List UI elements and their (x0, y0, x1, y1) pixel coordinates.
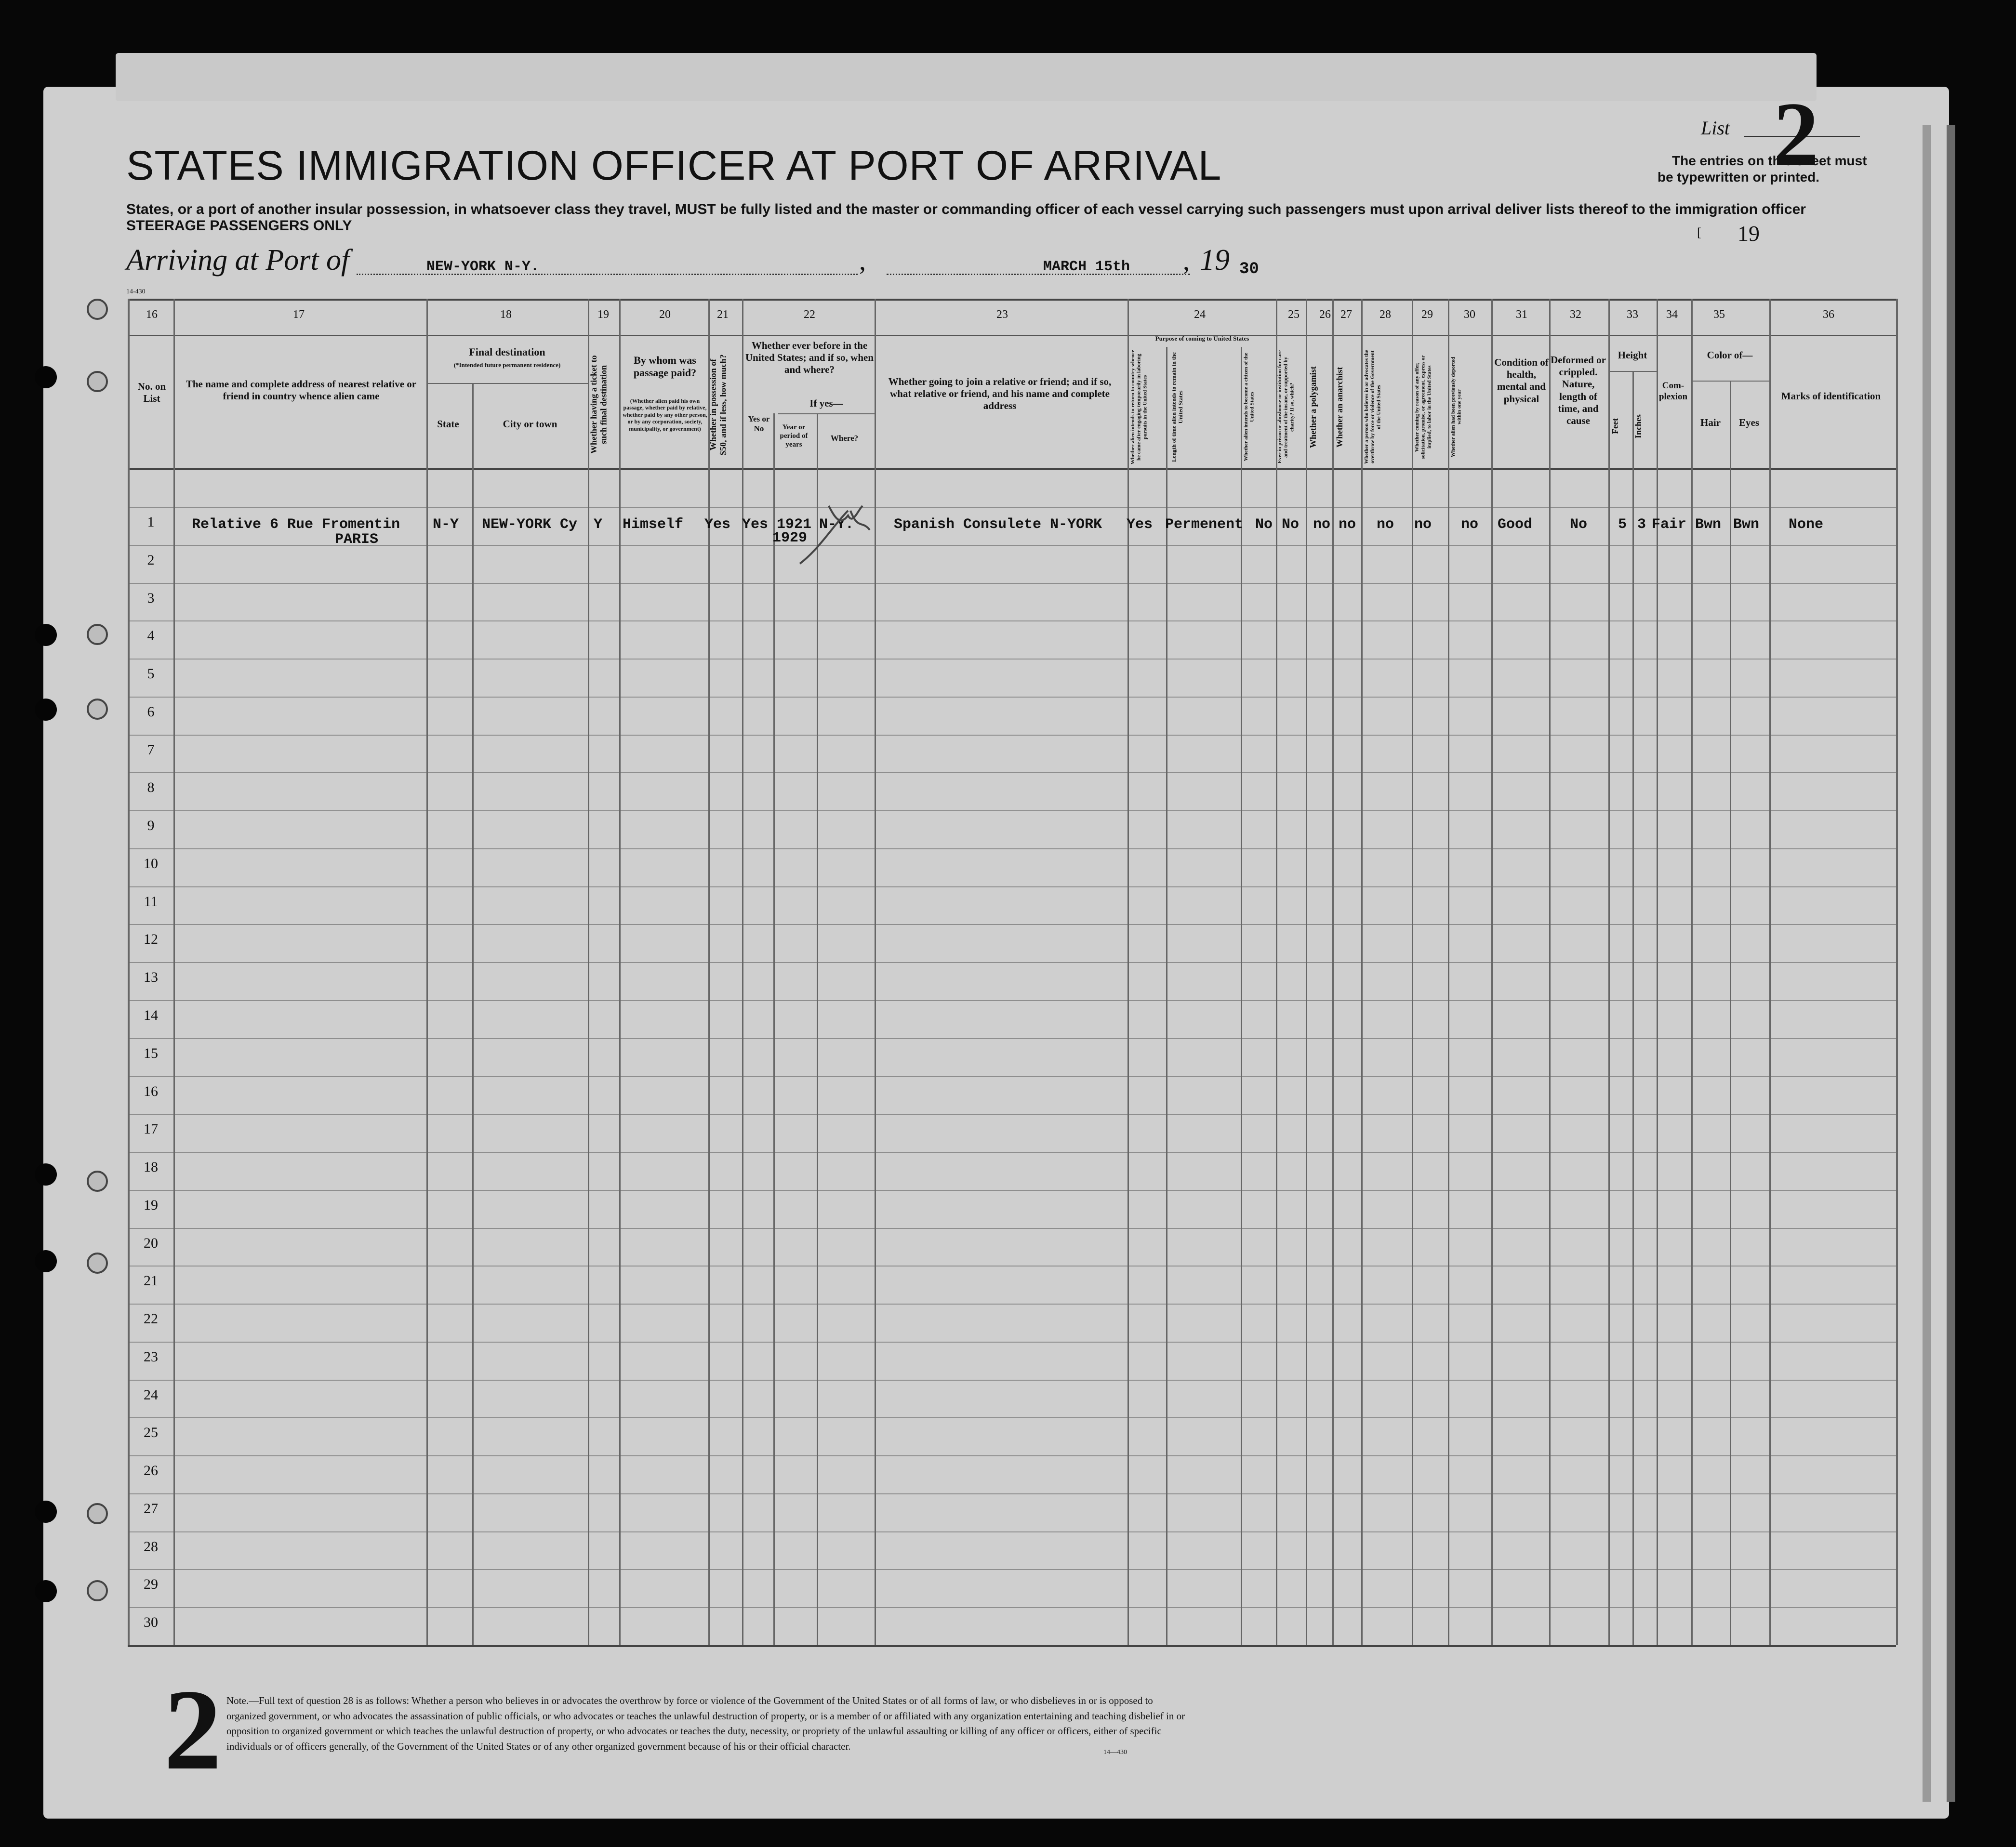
row-number: 29 (144, 1576, 158, 1593)
grid-column-rule (1276, 299, 1277, 1645)
header-deported: Whether alien had been previously deported within one year (1450, 356, 1462, 458)
col-number: 20 (659, 308, 671, 321)
page-title: STATES IMMIGRATION OFFICER AT PORT OF ARRIVAL (126, 143, 1222, 189)
row-number: 5 (147, 666, 155, 682)
col-number: 34 (1666, 308, 1678, 321)
header-labor-offer: Whether coming by reason of any offer, solicitation, promise, or agreement, express or implied, to labor in the United States (1414, 355, 1432, 459)
cell-return: Yes (1127, 516, 1153, 533)
stacked-page-edge (1947, 125, 1955, 1802)
grid-rule (128, 886, 1896, 887)
grid-column-rule (1412, 299, 1413, 1645)
header-yes-no: Yes or No (748, 414, 770, 434)
grid-column-rule (1166, 347, 1167, 1645)
punch-ring (87, 699, 108, 720)
grid-column-rule (1127, 299, 1129, 1645)
grid-rule (128, 697, 1896, 698)
header-before-in-us: Whether ever before in the United States; and if so, when and where? (745, 340, 874, 376)
grid-rule (128, 1342, 1896, 1343)
row-number: 3 (147, 590, 155, 606)
row-number: 6 (147, 703, 155, 720)
header-polygamist: Whether a polygamist (1308, 366, 1318, 448)
header-joining: Whether going to join a relative or friend; and if so, what relative or friend, and his name and complete address (888, 376, 1112, 412)
col-number: 25 (1288, 308, 1300, 321)
list-number: 2 (1773, 84, 1819, 185)
cell-citizen: No (1255, 516, 1273, 533)
comma: , (859, 246, 866, 276)
punch-ring (87, 1253, 108, 1274)
header-feet: Feet (1610, 418, 1620, 435)
row-number: 9 (147, 818, 155, 834)
grid-rule (128, 1000, 1896, 1001)
cell-polygamist: no (1313, 516, 1331, 533)
header-state: State (437, 418, 459, 430)
cell-overthrow: no (1377, 516, 1394, 533)
row-number: 28 (144, 1538, 158, 1555)
row-number: 10 (144, 855, 158, 871)
punch-hole (35, 1501, 57, 1523)
row-number: 24 (144, 1386, 158, 1403)
header-overthrow: Whether a person who believes in or advocates the overthrow by force or violence of the Government of the United States (1364, 350, 1382, 464)
comma: , (1183, 246, 1190, 276)
header-anarchist: Whether an anarchist (1335, 367, 1344, 448)
grid-rule (128, 1038, 1896, 1039)
punch-hole (35, 366, 57, 388)
punch-hole (35, 1580, 57, 1602)
header-no-on-list: No. on List (137, 381, 166, 405)
punch-hole (35, 699, 57, 721)
grid-rule (128, 299, 1896, 301)
grid-column-rule (1332, 299, 1334, 1645)
col-number: 27 (1340, 308, 1352, 321)
date-value: MARCH 15th (1043, 259, 1130, 275)
punch-hole (35, 624, 57, 646)
sheet-number: 2 (164, 1665, 222, 1794)
col-number: 24 (1194, 308, 1206, 321)
grid-rule (128, 1417, 1896, 1418)
row-number: 19 (144, 1197, 158, 1213)
grid-rule (128, 1190, 1896, 1191)
cell-health: Good (1498, 516, 1533, 533)
grid-column-rule (1549, 299, 1551, 1645)
bracket-mark: [ (1697, 225, 1701, 239)
grid-rule (128, 810, 1896, 811)
cell-paid-by: Himself (623, 516, 684, 533)
grid-rule (128, 1493, 1896, 1494)
row-number: 2 (147, 552, 155, 568)
row-number: 13 (144, 969, 158, 986)
cell-ticket: Y (594, 516, 603, 533)
form-code: 14-430 (126, 288, 146, 295)
grid-rule (128, 772, 1896, 773)
row-number: 8 (147, 779, 155, 796)
typewritten-note: The entries on this sheet must (1672, 153, 1867, 168)
punch-ring (87, 371, 108, 392)
header-hair: Hair (1700, 417, 1721, 428)
punch-ring (87, 1171, 108, 1192)
punch-ring (87, 1503, 108, 1524)
header-year: Year or period of years (780, 423, 808, 449)
grid-column-rule (817, 413, 818, 1645)
cell-before: Yes (742, 516, 769, 533)
grid-rule (128, 507, 1896, 508)
col-number: 35 (1713, 308, 1725, 321)
header-city: City or town (503, 418, 557, 430)
stacked-page-edge (1923, 125, 1931, 1802)
cell-complexion: Fair (1652, 516, 1687, 533)
grid-column-rule (1769, 299, 1771, 1645)
grid-rule (128, 1152, 1896, 1153)
cell-eyes: Bwn (1733, 516, 1760, 533)
grid-column-rule (1448, 299, 1449, 1645)
grid-rule (128, 1228, 1896, 1229)
punch-ring (87, 624, 108, 645)
grid-rule (128, 1607, 1896, 1608)
grid-column-rule (1730, 381, 1731, 1645)
manifest-sheet (43, 87, 1949, 1819)
row-number: 16 (144, 1083, 158, 1099)
grid-column-rule (619, 299, 621, 1645)
grid-column-rule (1691, 299, 1693, 1645)
grid-rule (128, 848, 1896, 849)
grid-column-rule (1896, 299, 1898, 1645)
cell-joining: Spanish Consulete N-YORK (894, 516, 1102, 533)
row-number: 7 (147, 741, 155, 758)
header-deformed: Deformed or crippled. Nature, length of time, and cause (1551, 354, 1606, 426)
footnote-question-28: Note.—Full text of question 28 is as follows: Whether a person who believes in or advocates the overthrow by force or violence of the Government of the United States or of all forms of law, or who disbelieves in or is opposed to organized government, or who advocates the assassination of public officials, or who advocates or teaches the unlawful destruction of property, or is a member of or affiliated with any organization entertaining and teaching disbelief in or opposition to organized government or which teaches the unlawful destruction of property, or who advocates or teaches the duty, necessity, or propriety of the unlawful assaulting or killing of any officer or officers, either of specific individuals or of officers generally, of the Government of the United States or of any other organized government because of his or their official character. (226, 1695, 1185, 1752)
grid-rule (128, 1645, 1896, 1647)
grid-rule (128, 583, 1896, 584)
grid-rule (128, 1569, 1896, 1570)
col-number: 29 (1421, 308, 1433, 321)
row-number: 26 (144, 1463, 158, 1479)
header-health: Condition of health, mental and physical (1494, 356, 1549, 405)
row-number: 4 (147, 628, 155, 644)
punch-hole (35, 1250, 57, 1272)
sheet-id-number: 19 (1737, 221, 1760, 246)
punch-hole (35, 1163, 57, 1186)
handwritten-annotation (790, 491, 877, 568)
header-length-of-stay: Length of time alien intends to remain in the United States (1170, 352, 1184, 462)
header-eyes: Eyes (1739, 417, 1759, 428)
cell-state: N-Y (433, 516, 459, 533)
col-number: 28 (1379, 308, 1391, 321)
cell-years-1: 1921 (777, 516, 812, 533)
header-if-yes: If yes— (809, 397, 843, 409)
grid-rule (128, 1531, 1896, 1532)
col-number: 36 (1823, 308, 1834, 321)
cell-money: Yes (704, 516, 731, 533)
grid-rule (128, 659, 1896, 660)
port-value: NEW-YORK N-Y. (426, 259, 540, 275)
col-number: 32 (1570, 308, 1581, 321)
cell-relative-address: Relative 6 Rue Fromentin (192, 516, 400, 533)
list-label: List (1701, 117, 1730, 139)
col-number: 21 (717, 308, 729, 321)
grid-column-rule (1306, 299, 1307, 1645)
grid-column-rule (1361, 299, 1363, 1645)
grid-rule (128, 1076, 1896, 1077)
grid-rule (128, 1114, 1896, 1115)
col-number: 23 (996, 308, 1008, 321)
header-complexion: Com-plexion (1658, 381, 1688, 402)
grid-column-rule (472, 383, 474, 1645)
typewritten-note: be typewritten or printed. (1658, 170, 1820, 185)
header-ticket: Whether having a ticket to such final destination (589, 355, 609, 454)
grid-column-rule (1632, 371, 1634, 1645)
grid-column-rule (1608, 299, 1610, 1645)
grid-column-rule (426, 299, 428, 1645)
punch-ring (87, 299, 108, 320)
row-number: 18 (144, 1159, 158, 1175)
grid-column-rule (773, 413, 775, 1645)
year-prefix: 19 (1200, 244, 1230, 277)
year-suffix: 30 (1239, 260, 1259, 278)
grid-rule (128, 1455, 1896, 1456)
row-number: 21 (144, 1273, 158, 1289)
cell-feet: 5 (1618, 516, 1627, 533)
cell-years-2: 1929 (772, 530, 808, 546)
row-number: 15 (144, 1045, 158, 1061)
cell-anarchist: no (1339, 516, 1356, 533)
grid-rule (778, 413, 875, 414)
footer-form-code: 14—430 (1103, 1749, 1127, 1756)
col-number: 18 (500, 308, 512, 321)
header-prison: Ever in prison or almshouse or institution for care and treatment of the insane, or supported by charity? If so, which? (1277, 350, 1295, 464)
grid-column-rule (1241, 347, 1242, 1645)
col-number: 19 (597, 308, 609, 321)
row-number: 25 (144, 1425, 158, 1441)
row-number: 20 (144, 1235, 158, 1251)
header-money: Whether in possession of $50, and if less, how much? (708, 354, 728, 455)
header-marks: Marks of identification (1781, 390, 1881, 402)
grid-rule (128, 1304, 1896, 1305)
grid-column-rule (128, 299, 130, 1645)
grid-column-rule (1657, 299, 1658, 1645)
arriving-label: Arriving at Port of (126, 244, 350, 277)
row-number: 23 (144, 1348, 158, 1365)
row-number: 27 (144, 1500, 158, 1517)
cell-deported: no (1461, 516, 1479, 533)
sheet-top-edge (116, 53, 1817, 101)
header-height: Height (1618, 349, 1647, 361)
cell-labor: no (1414, 516, 1432, 533)
cell-length: Permenent (1165, 516, 1244, 533)
grid-column-rule (742, 299, 743, 1645)
col-number: 30 (1464, 308, 1475, 321)
cell-prison: No (1282, 516, 1300, 533)
grid-rule (128, 335, 1896, 336)
row-number: 14 (144, 1007, 158, 1023)
passenger-class-note: STEERAGE PASSENGERS ONLY (126, 218, 352, 234)
header-purpose: Purpose of coming to United States (1155, 335, 1249, 342)
grid-column-rule (588, 299, 589, 1645)
cell-inches: 3 (1637, 516, 1646, 533)
punch-ring (87, 1580, 108, 1601)
grid-rule (128, 1380, 1896, 1381)
cell-marks: None (1789, 516, 1824, 533)
header-passage-paid-note: (Whether alien paid his own passage, whether paid by relative, whether paid by any other person, or by any corporation, society, municipality, or government) (623, 397, 707, 432)
col-number: 33 (1627, 308, 1638, 321)
grid-rule (128, 468, 1896, 470)
grid-rule (128, 924, 1896, 925)
header-citizen-intent: Whether alien intends to become a citizen of the United States (1243, 353, 1255, 462)
col-number: 16 (146, 308, 158, 321)
row-number: 17 (144, 1121, 158, 1137)
grid-rule (128, 962, 1896, 963)
grid-rule (426, 383, 588, 384)
header-relative-address: The name and complete address of nearest relative or friend in country whence alien came (186, 378, 417, 402)
grid-rule (128, 620, 1896, 621)
cell-deformed: No (1570, 516, 1588, 533)
header-passage-paid: By whom was passage paid? (633, 354, 697, 379)
cell-relative-city: PARIS (335, 531, 379, 548)
cell-city: NEW-YORK Cy (482, 516, 578, 533)
row-number: 11 (144, 893, 158, 910)
header-inches: Inches (1633, 414, 1643, 439)
cell-hair: Bwn (1695, 516, 1722, 533)
row-number: 22 (144, 1311, 158, 1327)
col-number: 31 (1516, 308, 1527, 321)
date-underline (887, 274, 1190, 275)
header-color: Color of— (1707, 349, 1753, 361)
row-number: 1 (147, 514, 155, 530)
header-final-destination: Final destination (469, 346, 545, 358)
cell-where: N-Y. (819, 516, 854, 533)
grid-column-rule (708, 299, 710, 1645)
col-number: 17 (293, 308, 305, 321)
col-number: 26 (1319, 308, 1331, 321)
col-number: 22 (804, 308, 815, 321)
header-where: Where? (830, 434, 859, 443)
grid-column-rule (1491, 299, 1493, 1645)
grid-rule (128, 1266, 1896, 1267)
grid-rule (128, 545, 1896, 546)
grid-rule (128, 735, 1896, 736)
row-number: 30 (144, 1614, 158, 1631)
header-return-intent: Whether alien intends to return to country whence he came after engaging temporarily in laboring pursuits in the United States (1130, 350, 1148, 464)
grid-column-rule (173, 299, 175, 1645)
row-number: 12 (144, 931, 158, 948)
header-final-destination-note: (*Intended future permanent residence) (453, 361, 561, 369)
instructions-text: States, or a port of another insular possession, in whatsoever class they travel, MUST be fully listed and the master or commanding officer of each vessel carrying such passengers must upon arrival deliver lists thereof to the immigration officer (126, 201, 1806, 217)
